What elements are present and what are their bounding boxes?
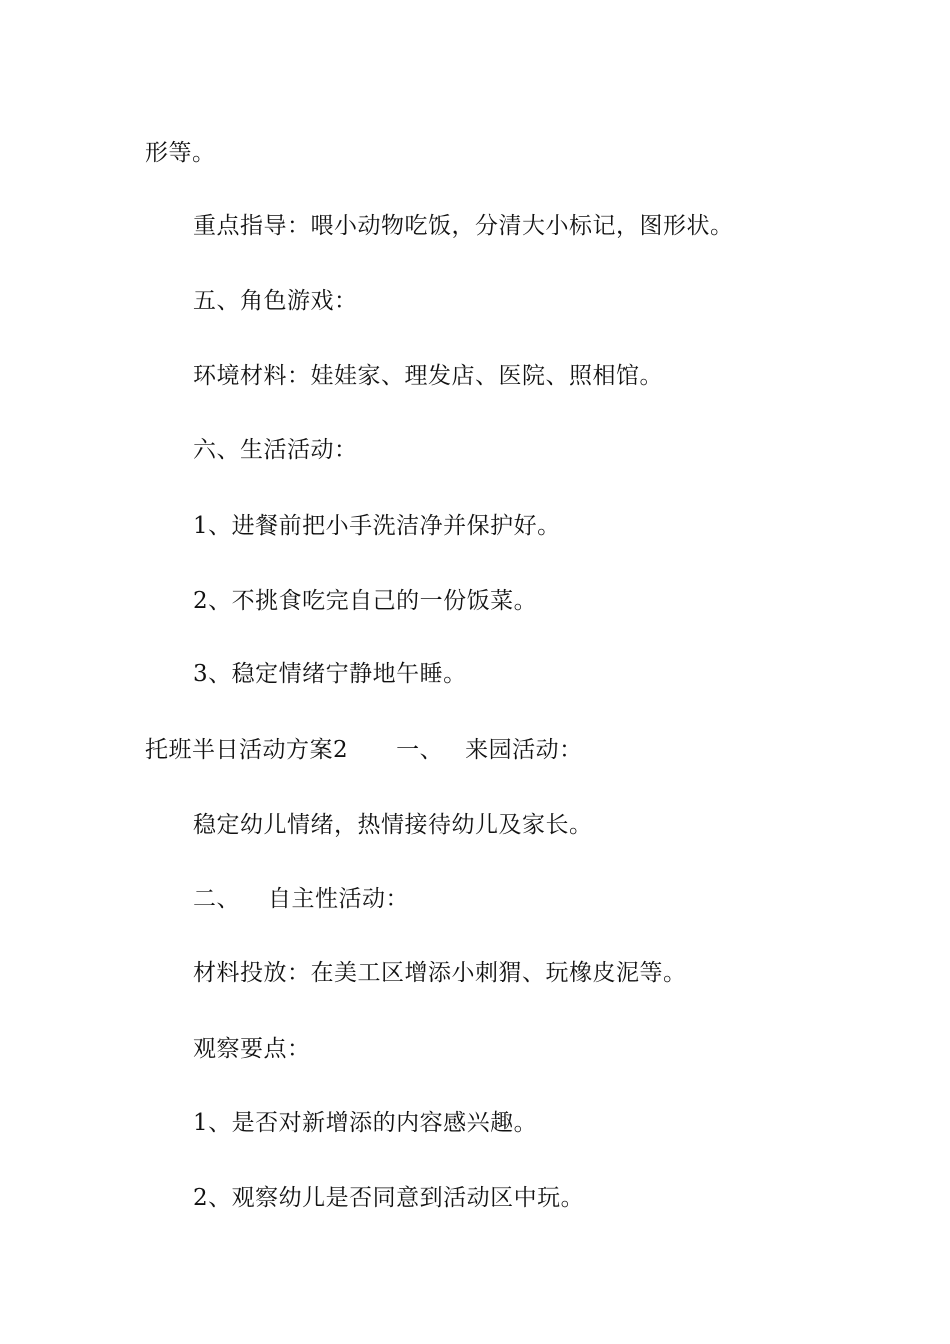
list-item-observation-1: 1、是否对新增添的内容感兴趣。 [193, 1110, 538, 1136]
section-number: 一、 [396, 737, 444, 763]
list-item-1: 1、进餐前把小手洗洁净并保护好。 [193, 513, 561, 539]
paragraph-continuation: 形等。 [145, 140, 216, 166]
plan-title: 托班半日活动方案2 [145, 737, 349, 763]
paragraph-arrival-detail: 稳定幼儿情绪，热情接待幼儿及家长。 [193, 812, 593, 838]
section-number: 二、 [193, 886, 240, 912]
list-item-3: 3、稳定情绪宁静地午睡。 [193, 661, 467, 687]
plan-title-line [145, 735, 583, 765]
section-heading-daily-activities: 六、生活活动： [193, 437, 358, 463]
paragraph-environment-materials: 环境材料：娃娃家、理发店、医院、照相馆。 [193, 363, 663, 389]
paragraph-observation-points: 观察要点： [193, 1036, 311, 1062]
paragraph-material-placement: 材料投放：在美工区增添小刺猬、玩橡皮泥等。 [193, 960, 687, 986]
list-item-observation-2: 2、观察幼儿是否同意到活动区中玩。 [193, 1185, 585, 1211]
section-heading-arrival: 来园活动： [465, 737, 583, 763]
section-heading-self-directed: 自主性活动： [268, 886, 409, 912]
section-heading-role-play: 五、角色游戏： [193, 288, 358, 314]
list-item-2: 2、不挑食吃完自己的一份饭菜。 [193, 588, 538, 614]
section-heading-self-directed-line [193, 884, 409, 914]
paragraph-key-guidance: 重点指导：喂小动物吃饭，分清大小标记，图形状。 [193, 213, 734, 239]
